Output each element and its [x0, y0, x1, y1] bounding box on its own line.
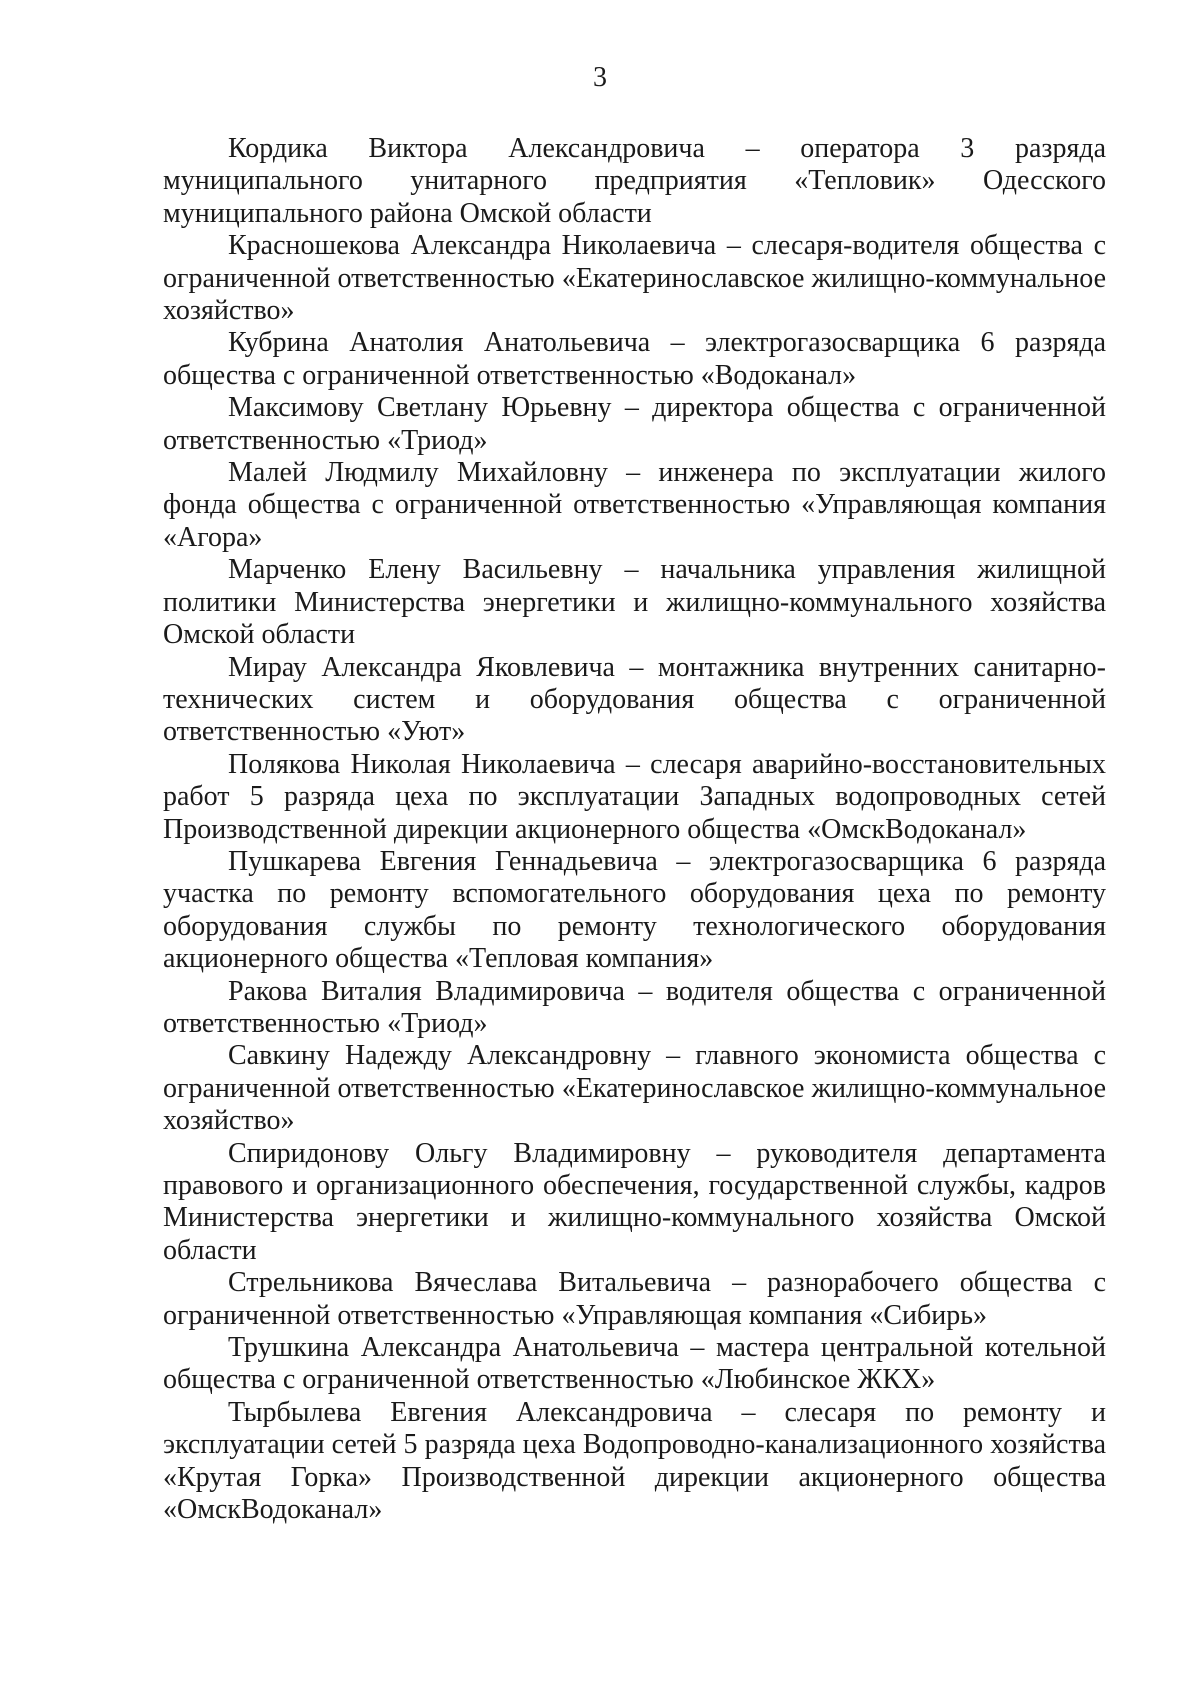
list-item-polyakov: Полякова Николая Николаевича – слесаря аварийно-восстановительных работ 5 разряда цеха по эксплуатации Западных водопроводных сетей Производственной дирекции акционерного общества «ОмскВодоканал» [163, 748, 1106, 845]
list-item-kubrin: Кубрина Анатолия Анатольевича – электрогазосварщика 6 разряда общества с ограниченной ответственностью «Водоканал» [163, 327, 1106, 391]
list-item-malei: Малей Людмилу Михайловну – инженера по эксплуатации жилого фонда общества с ограниченной ответственностью «Управляющая компания «Агора» [163, 457, 1106, 553]
list-item-savkina: Савкину Надежду Александровну – главного экономиста общества с ограниченной ответственностью «Екатеринославское жилищно-коммунальное хозяйство» [163, 1040, 1106, 1137]
award-list [163, 133, 1106, 1526]
list-item-spiridonova: Спиридонову Ольгу Владимировну – руководителя департамента правового и организационного обеспечения, государственной службы, кадров Министерства энергетики и жилищно-коммунального хозяйства Омской области [163, 1137, 1106, 1266]
list-item-marchenko: Марченко Елену Васильевну – начальника управления жилищной политики Министерства энергетики и жилищно-коммунального хозяйства Омской области [163, 554, 1106, 651]
list-item-kordik: Кордика Виктора Александровича – оператора 3 разряда муниципального унитарного предприятия «Тепловик» Одесского муниципального района Омской области [163, 133, 1106, 229]
list-item-tyrbylev: Тырбылева Евгения Александровича – слесаря по ремонту и эксплуатации сетей 5 разряда цеха Водопроводно-канализационного хозяйства «Крутая Горка» Производственной дирекции акционерного общества «ОмскВодоканал» [163, 1396, 1106, 1526]
list-item-pushkarev: Пушкарева Евгения Геннадьевича – электрогазосварщика 6 разряда участка по ремонту вспомогательного оборудования цеха по ремонту оборудования службы по ремонту технологического оборудования акционерного общества «Тепловая компания» [163, 845, 1106, 975]
page-number: 3 [593, 62, 607, 93]
list-item-krasnoshekov: Красношекова Александра Николаевича – слесаря-водителя общества с ограниченной ответственностью «Екатеринославское жилищно-коммунальное хозяйство» [163, 230, 1106, 327]
list-item-maksimova: Максимову Светлану Юрьевну – директора общества с ограниченной ответственностью «Триод» [163, 392, 1106, 456]
list-item-mirau: Мирау Александра Яковлевича – монтажника внутренних санитарно-технических систем и оборудования общества с ограниченной ответственностью «Уют» [163, 651, 1106, 748]
list-item-trushkin: Трушкина Александра Анатольевича – мастера центральной котельной общества с ограниченной ответственностью «Любинское ЖКХ» [163, 1332, 1106, 1396]
list-item-rakov: Ракова Виталия Владимировича – водителя общества с ограниченной ответственностью «Триод» [163, 975, 1106, 1039]
list-item-strelnikov: Стрельникова Вячеслава Витальевича – разнорабочего общества с ограниченной ответственностью «Управляющая компания «Сибирь» [163, 1267, 1106, 1331]
